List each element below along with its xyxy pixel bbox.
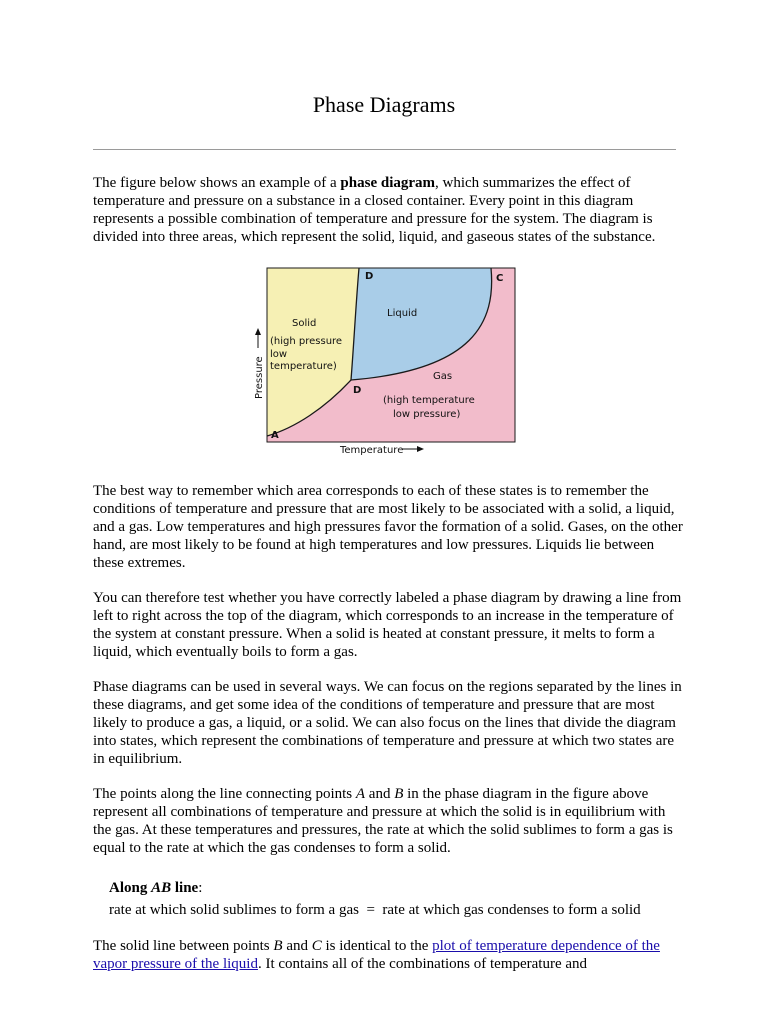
title-divider: [93, 149, 676, 150]
solid-label: Solid: [292, 318, 317, 329]
intro-text-start: The figure below shows an example of a: [93, 175, 341, 191]
point-c-ref: C: [311, 938, 322, 954]
paragraph-test-labeling: You can therefore test whether you have correctly labeled a phase diagram by drawing a line from left to right across the top of the diagram, which corresponds to an increase in the temperature of the system at constant pressure. When a solid is heated at constant pressure, it melts to form a liquid, which eventually boils to form a gas.: [93, 590, 682, 660]
solid-label-line-2: (high pressure: [270, 336, 343, 347]
paragraph-remember-states: The best way to remember which area corresponds to each of these states is to remember the conditions of temperature and pressure that are most likely to be associated with a solid, a liquid, and a gas. Low temperatures and high pressures favor the formation of a solid. Gases, on the other hand, are most likely to be found at high temperatures and low pressures. Liquids lie between these extremes.: [93, 483, 683, 571]
vapor-pressure-link[interactable]: plot of temperature dependence of the vapor pressure of the liquid: [93, 938, 660, 972]
point-label-d-top: D: [365, 271, 374, 282]
y-axis-arrowhead-icon: [255, 328, 261, 335]
point-label-a: A: [271, 430, 279, 441]
phase-diagram-figure: [250, 262, 520, 462]
paragraph-ab-line: The points along the line connecting points A and B in the phase diagram in the figure above represent all combinations of temperature and pressure at which the solid is in equilibrium with the gas. At these temperatures and pressures, the rate at which the solid sublimes to form a gas is equal to the rate at which the gas condenses to form a solid.: [93, 786, 673, 856]
intro-text-end: , which summarizes the effect of temperature and pressure on a substance in a closed container. Every point in this diagram represents a possible combination of temperature and pressure for the system. The diagram is divided into three areas, which represent the solid, liquid, and gaseous states of the substance.: [93, 175, 656, 245]
phase-diagram-term: phase diagram: [340, 175, 436, 191]
equation-line: rate at which solid sublimes to form a gas = rate at which gas condenses to form a solid: [109, 902, 641, 918]
point-a-ref: A: [355, 786, 366, 802]
point-label-c: C: [496, 273, 504, 284]
x-axis-label: Temperature: [340, 445, 404, 456]
point-b-ref: B: [394, 786, 404, 802]
page-title: Phase Diagrams: [312, 92, 456, 117]
gas-label-line-2: (high temperature: [383, 395, 475, 406]
solid-label-line-4: temperature): [270, 361, 337, 372]
solid-label-line-3: low: [270, 349, 288, 360]
phase-diagram-svg: [250, 262, 520, 462]
point-b-ref-2: B: [273, 938, 283, 954]
paragraph-uses: Phase diagrams can be used in several ways. We can focus on the regions separated by the lines in these diagrams, and get some idea of the conditions of temperature and pressure that are most likely to produce a gas, a liquid, or a solid. We can also focus on the lines that divide the diagram into states, which represent the combinations of temperature and pressure at which two states are in equilibrium.: [93, 679, 682, 767]
gas-label-line-3: low pressure): [393, 409, 461, 420]
point-label-d-triple: D: [353, 385, 362, 396]
liquid-label: Liquid: [387, 308, 418, 319]
equilibrium-equation-block: [109, 877, 641, 921]
x-axis-arrowhead-icon: [417, 446, 424, 452]
equation-heading: Along AB line:: [109, 880, 203, 896]
y-axis-label: Pressure: [254, 356, 265, 399]
gas-label: Gas: [433, 371, 453, 382]
intro-paragraph: [93, 174, 683, 246]
paragraph-bc-line: The solid line between points B and C is identical to the plot of temperature dependence of the vapor pressure of the liquid. It contains all of the combinations of temperature and: [93, 938, 660, 972]
